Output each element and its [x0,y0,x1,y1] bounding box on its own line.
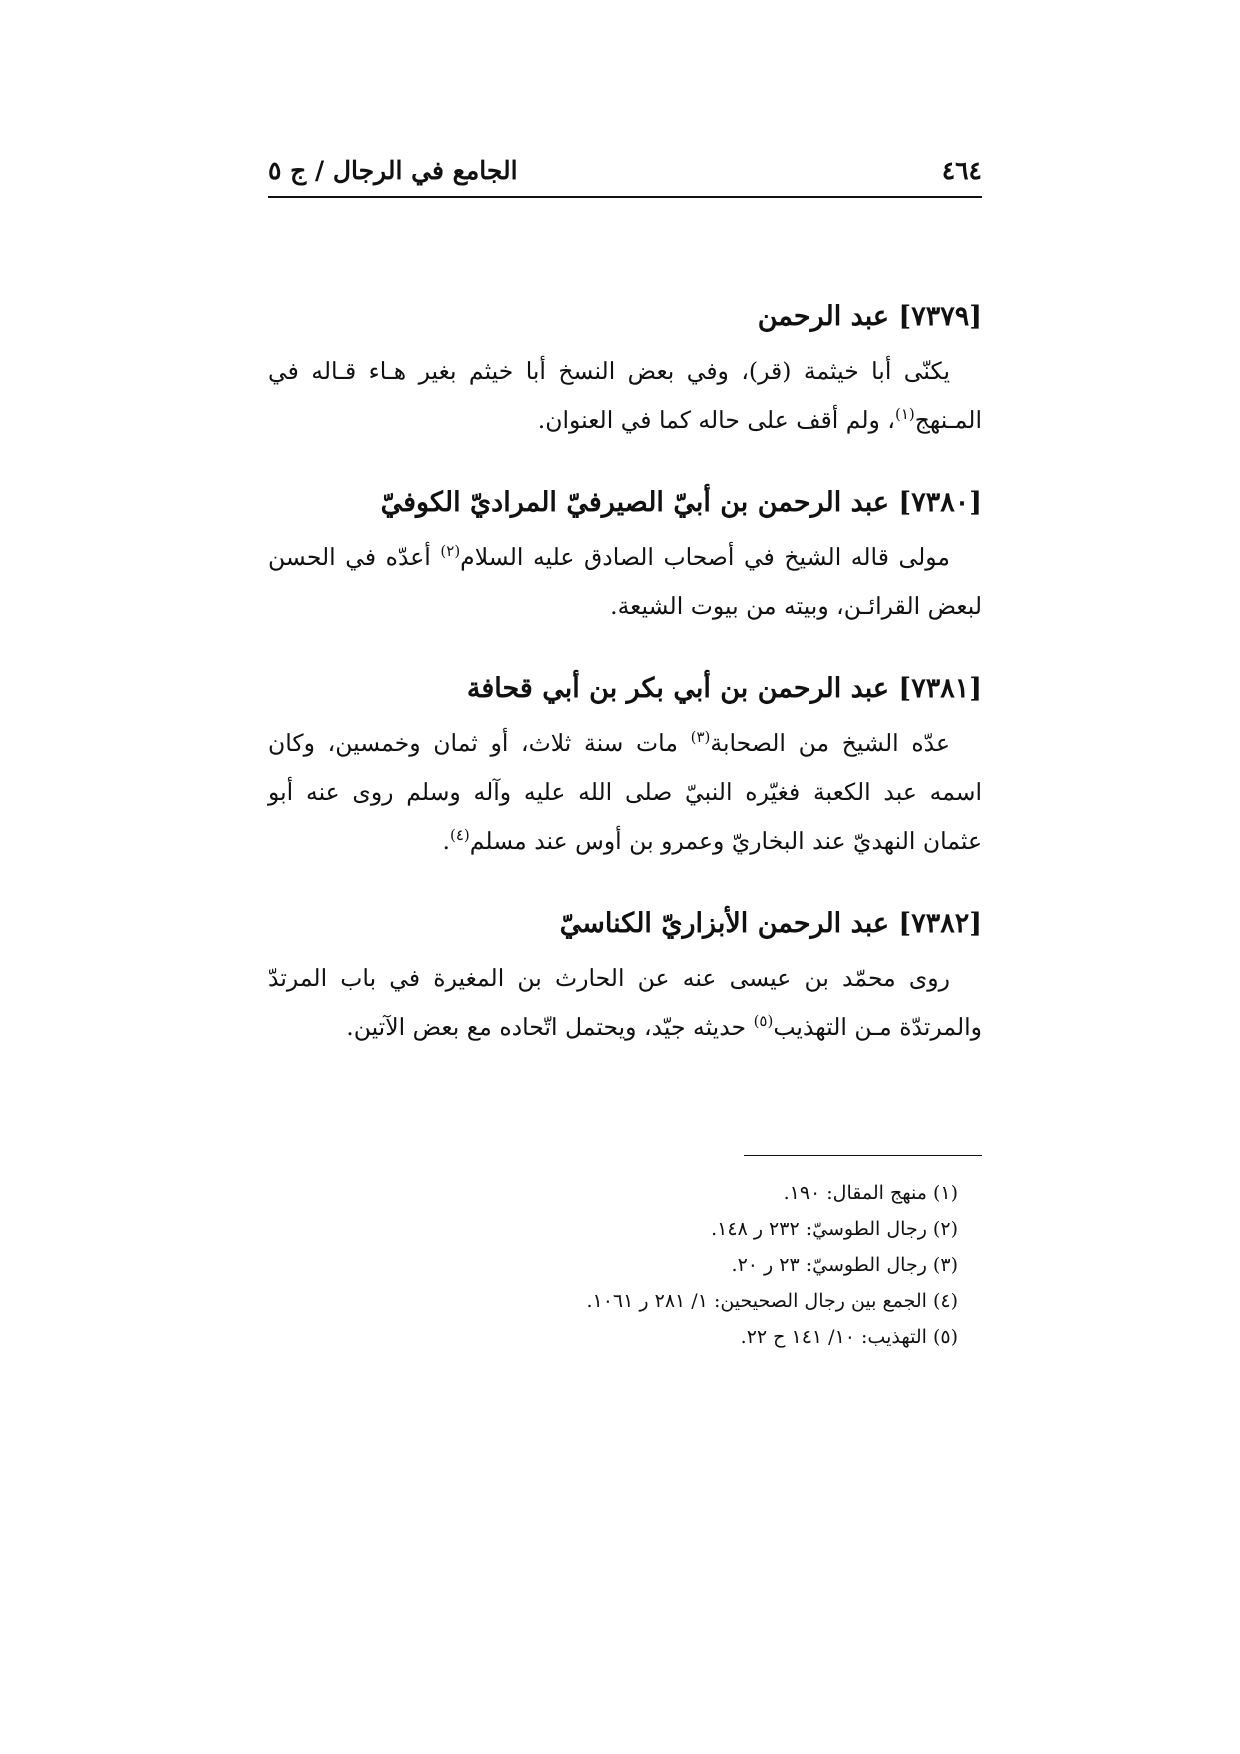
entry-7381 [268,667,982,866]
footnote-ref-2[interactable]: (٢) [440,542,461,561]
footnote-2: (٢) رجال الطوسيّ: ٢٣٢ ر ١٤٨. [711,1218,958,1240]
footnote-3: (٣) رجال الطوسيّ: ٢٣ ر ٢٠. [731,1254,958,1276]
page-number: ٤٦٤ [941,156,982,185]
body-text: ، ولم أقف على حاله كما في العنوان. [537,406,895,434]
footnote-1: (١) منهج المقال: ١٩٠. [783,1182,958,1204]
body-text: أعدّه في الحسن لبعض القرائـن، وبيته من بيوت الشيعة. [268,543,982,620]
footnote-4: (٤) الجمع بين رجال الصحيحين: ١/ ٢٨١ ر ١٠٦١. [586,1290,958,1312]
body-text: عدّه الشيخ من الصحابة [710,729,950,757]
body-text: مات سنة ثلاث، أو ثمان وخمسين، وكان اسمه عبد الكعبة فغيّره النبيّ صلى الله عليه وآله وسلم روى عنه أبو عثمان النهديّ عند البخاريّ وعمرو بن أوس عند مسلم [268,729,982,855]
body-text: . [442,827,450,855]
footnote-ref-1[interactable]: (١) [894,405,915,424]
body-text: يكنّى أبا خيثمة (قر)، وفي بعض النسخ أبا خيثم بغير هـاء قـاله في المـنهج [268,357,982,434]
body-text: حديثه جيّد، ويحتمل اتّحاده مع بعض الآتين. [346,1013,754,1041]
body-text: مولى قاله الشيخ في أصحاب الصادق عليه السلام [460,543,950,571]
footnote-ref-4[interactable]: (٤) [450,826,470,845]
running-header [268,150,982,198]
entry-body [268,347,982,445]
entry-body [268,533,982,631]
entry-7379 [268,295,982,445]
entry-heading: [٧٣٨١] عبد الرحمن بن أبي بكر بن أبي قحافة [466,673,982,704]
footnote-ref-5[interactable]: (٥) [753,1012,774,1031]
entry-7380 [268,481,982,631]
entry-body [268,719,982,866]
book-title: الجامع في الرجال / ج ٥ [268,156,518,185]
entry-heading: [٧٣٨٠] عبد الرحمن بن أبيّ الصيرفيّ المراديّ الكوفيّ [380,487,982,518]
entry-body [268,954,982,1052]
footnote-separator [744,1155,982,1156]
main-content [268,295,982,1088]
footnote-ref-3[interactable]: (٣) [690,728,711,747]
entry-heading: [٧٣٨٢] عبد الرحمن الأبزاريّ الكناسيّ [559,908,982,939]
footnote-5: (٥) التهذيب: ١٠/ ١٤١ ح ٢٢. [740,1326,958,1348]
entry-7382 [268,902,982,1052]
body-text: روى محمّد بن عيسى عنه عن الحارث بن المغيرة في باب المرتدّ والمرتدّة مـن التهذيب [268,964,982,1041]
entry-heading: [٧٣٧٩] عبد الرحمن [757,301,982,332]
footnotes-list [268,1175,982,1355]
